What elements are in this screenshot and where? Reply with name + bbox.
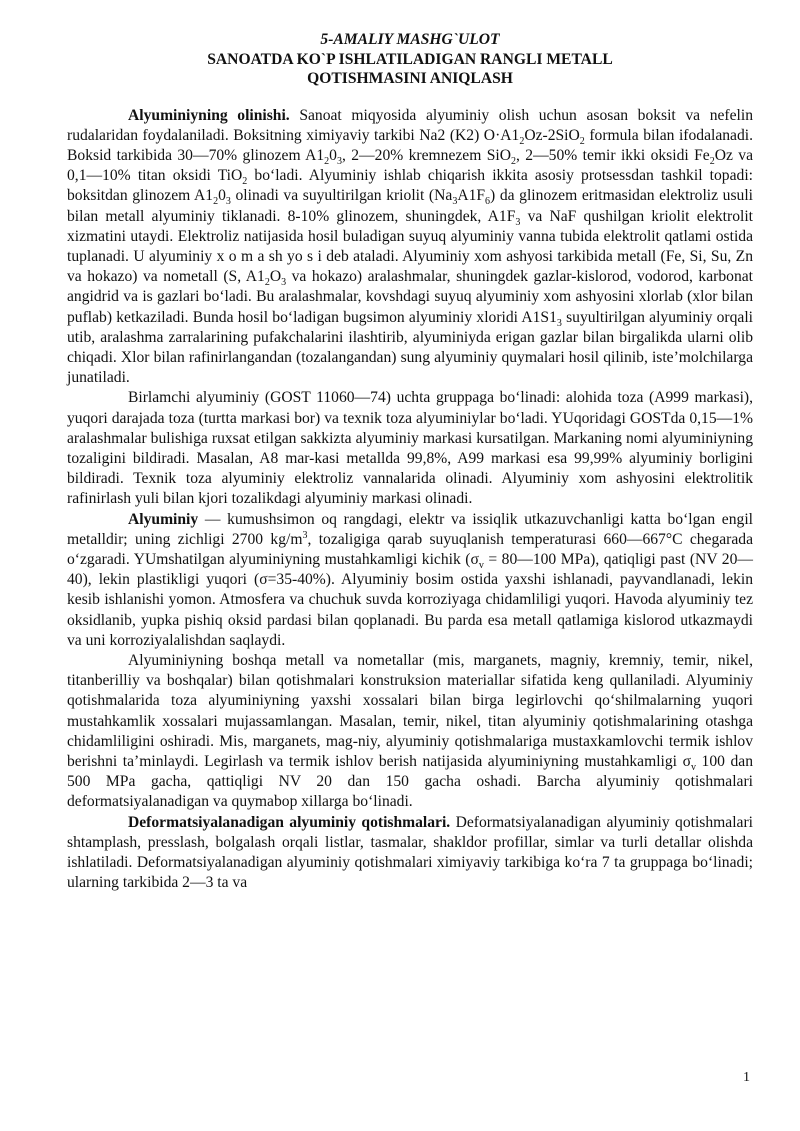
paragraph-lead: Alyuminiy <box>128 510 199 528</box>
paragraph-primary-aluminum: Birlamchi alyuminiy (GOST 11060—74) uchta gruppaga bo‘linadi: alohida toza (A999 markasi), yuqori darajada toza (turtta markasi bor) va texnik toza alyuminiylar bo‘ladi. YUqoridagi GOSTda 0,15—1% aralashmalar bulishiga ruxsat etilgan sakkizta alyuminiy markasi kursatilgan. Markaning nomi alyuminiyning tozaligini bildiradi. Masalan, A8 mar-kasi metallda 99,8%, A99 markasi esa 99,99% alyuminiy borligini bildiradi. Texnik toza alyuminiy elektroliz vannalarida olinadi. Alyuminiy xom ashyosini elektrolitik rafinirlash yuli bilan kjori tozalikdagi alyuminiy markasi olinadi. <box>67 389 753 508</box>
spacer <box>67 89 753 106</box>
document-page <box>67 30 753 893</box>
paragraph-lead: Alyuminiyning olinishi. <box>128 106 290 124</box>
paragraph-aluminum-properties: Alyuminiy — kumushsimon oq rangdagi, elektr va issiqlik utkazuvchanligi katta bo‘lgan engil metalldir; uning zichligi 2700 $kg/m^3$, tozaligiga qarab suyuqlanish temperaturasi 660—667°C chegarada o‘zgaradi. YUmshatilgan alyuminiyning mustahkamligi kichik ($\sigma_v$ = 80—100 MPa), qatiqligi past (NV 20—40), lekin plastikligi yuqori (σ=35-40%). Alyuminiy bosim ostida yaxshi ishlanadi, payvandlanadi, lekin kesib ishlanishi yomon. Atmosfera va chuchuk suvda korroziyaga chidamliligi yuqori. Havoda alyuminiy tez oksidlanib, yupka pishiq oksid pardasi bilan qoplanadi. Bu parda esa metall qatlamiga kislorod utkazmaydi va uni korroziyalalishdan saqlaydi. <box>67 510 754 649</box>
paragraph-lead: Deformatsiyalanadigan alyuminiy qotishmalari. <box>128 813 451 831</box>
lesson-heading: 5-AMALIY MASHG`ULOT <box>320 31 500 48</box>
paragraph-aluminum-production: Alyuminiyning olinishi. Sanoat miqyosida alyuminiy olish uchun asosan boksit va nefelin rudalaridan foydalaniladi. Boksitning ximiyaviy tarkibi Na2 (K2) $O\cdot A1_2Oz-2SiO_2$ formula bilan ifodalanadi. Boksid tarkibida 30—70% glinozem $A1_20_3$, 2—20% kremnezem SiO$_2$, 2—50% temir ikki oksidi $Fe_2Oz$ va 0,1—10% titan oksidi TiO$_2$ bo‘ladi. Alyuminiy ishlab chiqarish ikkita asosiy protsessdan tashkil topadi: boksitdan glinozem $A1_20_3$ olinadi va suyultirilgan kriolit $(Na_3A1F_6)$ da glinozem eritmasidan elektroliz usuli bilan metall alyuminiy tiklanadi. 8-10% glinozem, shuningdek, $A1F_3$ va NaF qushilgan kriolit elektrolit xizmatini utaydi. Elektroliz natijasida hosil buladigan suyuq alyuminiy vanna tubida elektrolit qatlami ostida tuplanadi. U alyuminiy x o m a sh yo s i deb ataladi. Alyuminiy xom ashyosi tarkibida metall (Fe, Si, Su, Zn va hokazo) va nometall (S, $A1_2O_3$ va hokazo) aralashmalar, shuningdek gazlar-kislorod, vodorod, karbonat angidrid va is gazlari bo‘ladi. Bu aralashmalar, kovshdagi suyuq alyuminiy xom ashyosini xlorlab (xlor bilan puflab) ketkaziladi. Bunda hosil bo‘ladigan bugsimon alyuminiy xloridi $A1S1_3$ suyultirilgan alyuminiy orqali utib, aralashma zarralarining pufakchalarini ilashtirib, alyuminiyda erigan gazlar bilan birgalikda ularni olib chiqadi. Xlor bilan rafinirlangandan (tozalangandan) sung alyuminiy quymalari hosil qilinib, iste’molchilarga junatiladi. <box>67 106 753 387</box>
title-line-2: QOTISHMASINI ANIQLASH <box>307 70 513 87</box>
paragraph-deformable-alloys: Deformatsiyalanadigan alyuminiy qotishmalari. Deformatsiyalanadigan alyuminiy qotishmalari shtamplash, presslash, bolgalash orqali listlar, tasmalar, shakldor profillar, simlar va turli detallar olishda ishlatiladi. Deformatsiyalanadigan alyuminiy qotishmalari ximiyaviy tarkibiga ko‘ra 7 ta gruppaga bo‘linadi; ularning tarkibida 2—3 ta va <box>67 813 754 892</box>
title-line-1: SANOATDA KO`P ISHLATILADIGAN RANGLI METALL <box>207 50 613 68</box>
page-number: 1 <box>743 1070 750 1085</box>
paragraph-aluminum-alloys: Alyuminiyning boshqa metall va nometallar (mis, marganets, magniy, kremniy, temir, nikel, titanberilliy va boshqalar) bilan qotishmalari konstruksion materiallar sifatida keng qullaniladi. Alyuminiy qotishmalarida toza alyuminiyning yaxshi xossalari bilan birga legirlovchi qo‘shilmalarning yuqori mustahkamlik xossalari mujassamlangan. Masalan, temir, nikel, titan alyuminiy qotishmalarining otashga chidamliligini oshiradi. Mis, marganets, mag-niy, alyuminiy qotishmalariga mustaxkamlovchi termik ishlov berishni ta’minlaydi. Legirlash va termik ishlov berish natijasida alyuminiyning mustahkamligi $\sigma_v$ 100 dan 500 MPa gacha, qattiqligi NV 20 dan 150 gacha oshadi. Barcha alyuminiy qotishmalari deformatsiyalanadigan va quymabop xillarga bo‘linadi. <box>67 651 754 811</box>
